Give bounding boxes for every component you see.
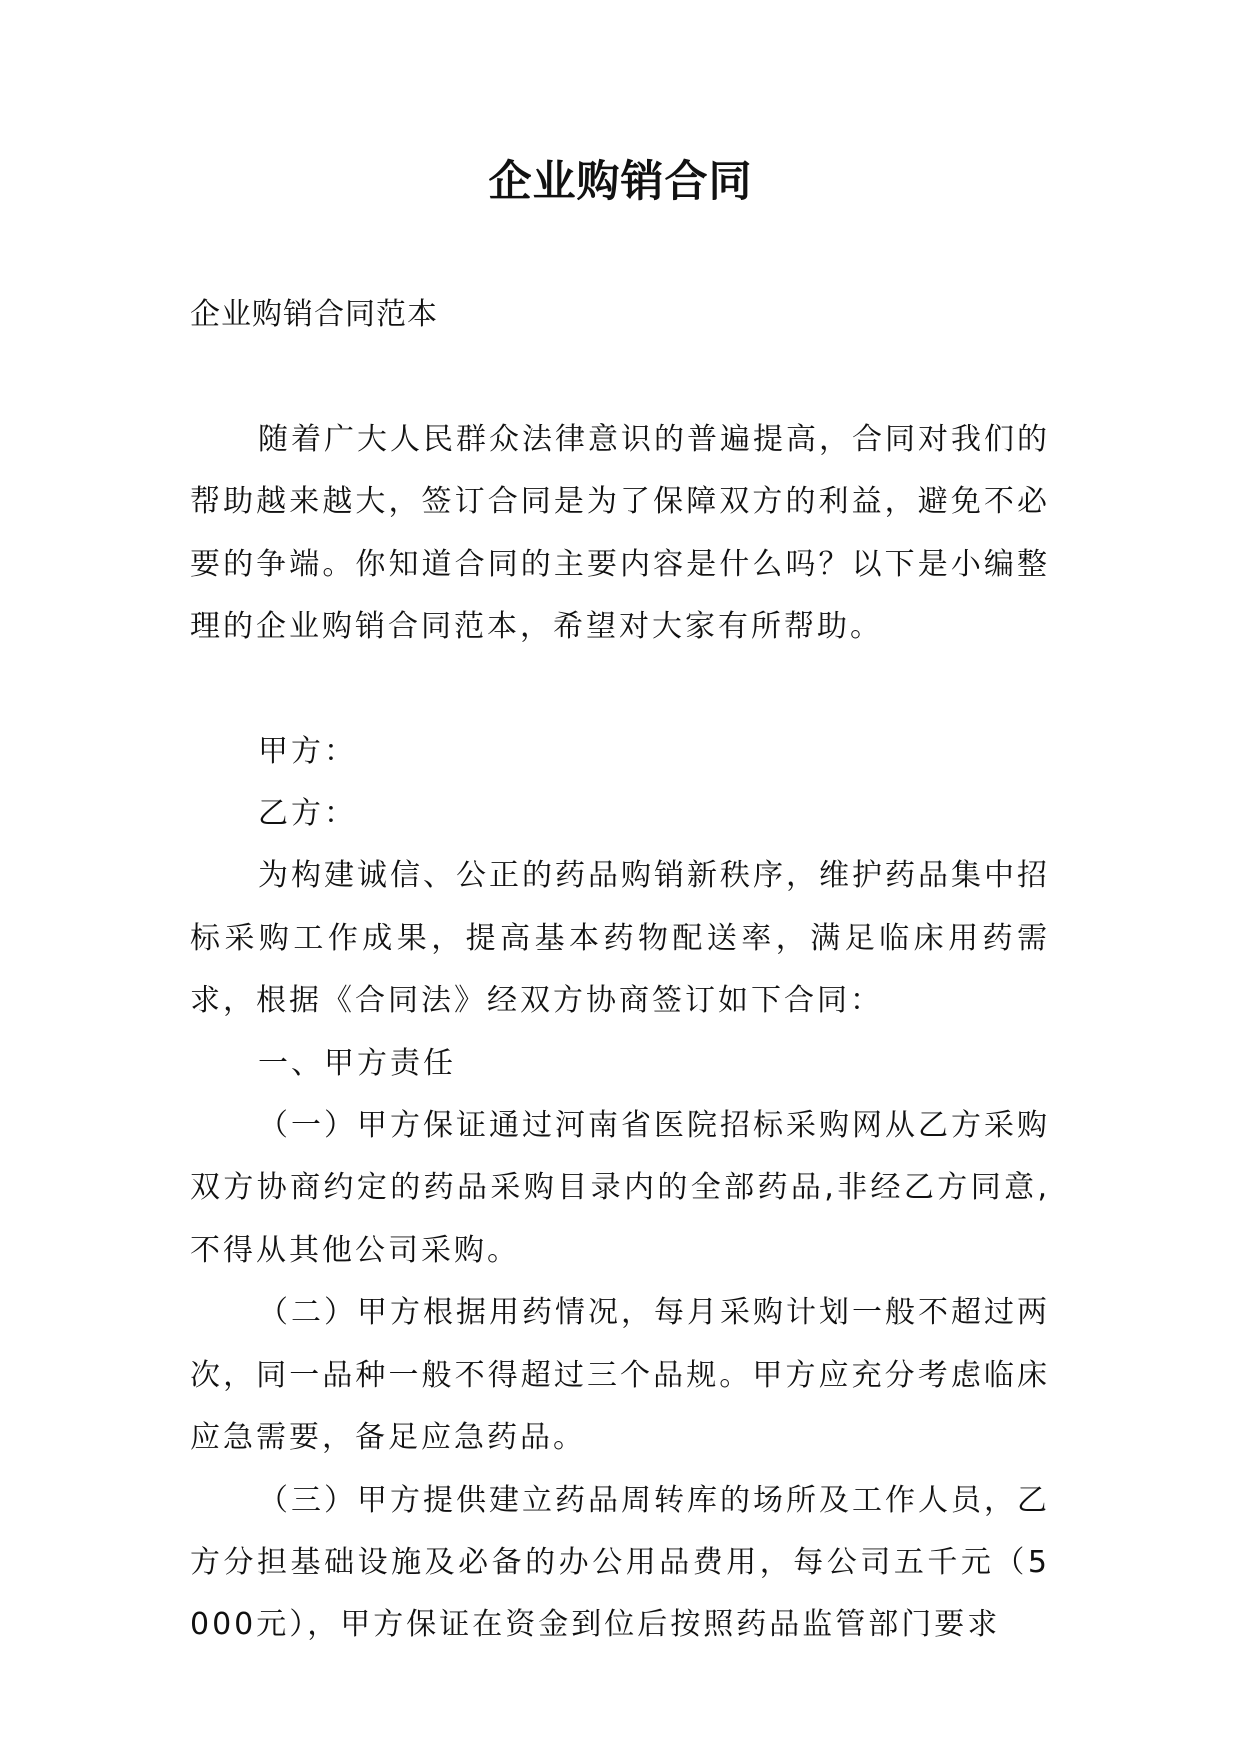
document-subtitle: 企业购销合同范本 — [190, 297, 438, 332]
section-heading-party-a-duties: 一、甲方责任 — [258, 1045, 456, 1081]
document-title: 企业购销合同 — [488, 157, 753, 207]
clause-3: （三）甲方提供建立药品周转库的场所及工作人员，乙方分担基础设施及必备的办公用品费用，每公司五千元（5000元），甲方保证在资金到位后按照药品监管部门要求 — [190, 1482, 1050, 1643]
preamble-paragraph: 为构建诚信、公正的药品购销新秩序，维护药品集中招标采购工作成果，提高基本药物配送率，满足临床用药需求，根据《合同法》经双方协商签订如下合同： — [190, 858, 1050, 1019]
clause-2: （二）甲方根据用药情况，每月采购计划一般不超过两次，同一品种一般不得超过三个品规。甲方应充分考虑临床应急需要，备足应急药品。 — [190, 1295, 1050, 1456]
document-body — [190, 409, 1050, 1657]
party-a-line: 甲方： — [258, 733, 357, 769]
party-b-line: 乙方： — [258, 796, 357, 832]
intro-paragraph: 随着广大人民群众法律意识的普遍提高，合同对我们的帮助越来越大，签订合同是为了保障双方的利益，避免不必要的争端。你知道合同的主要内容是什么吗？以下是小编整理的企业购销合同范本，希望对大家有所帮助。 — [190, 422, 1050, 645]
clause-1: （一）甲方保证通过河南省医院招标采购网从乙方采购双方协商约定的药品采购目录内的全部药品,非经乙方同意,不得从其他公司采购。 — [190, 1108, 1050, 1268]
